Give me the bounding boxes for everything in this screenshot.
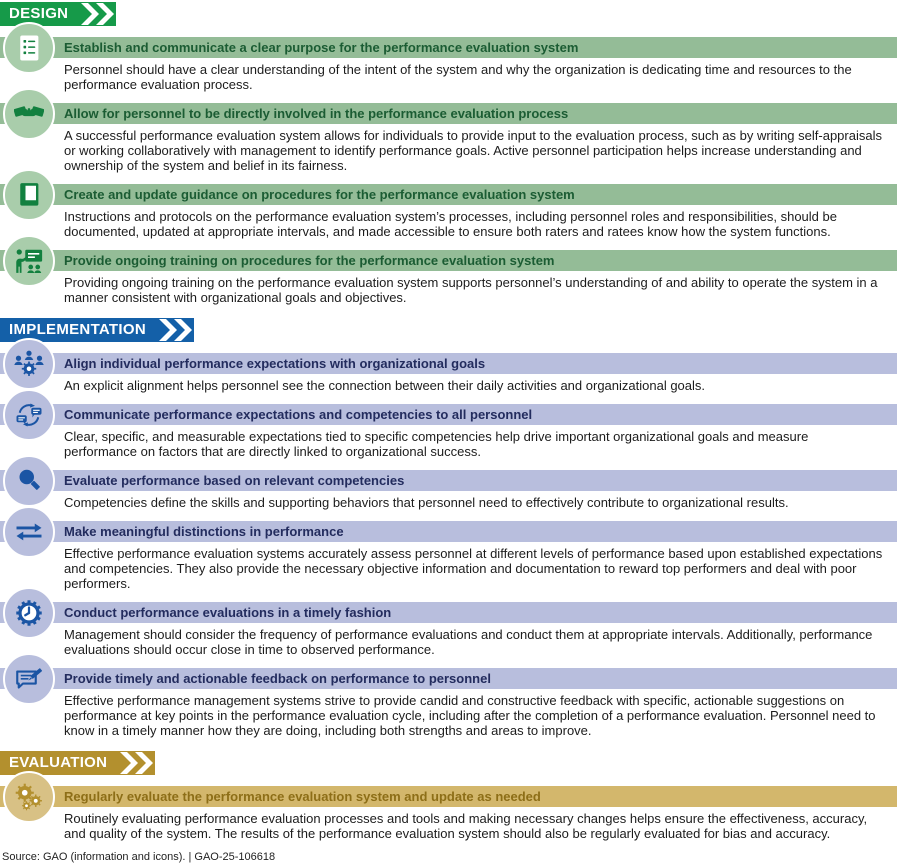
item-header-bar <box>0 250 897 271</box>
section-design <box>0 2 900 305</box>
item-header-bar <box>0 521 897 542</box>
item-body: Effective performance evaluation systems accurately assess personnel at different levels of performance based upon established expectations and competencies. They also provide the necessary objective information and documentation to reward top performers and deal with poor performers. <box>64 546 883 591</box>
item-header-bar <box>0 602 897 623</box>
item-header-bar <box>0 404 897 425</box>
evaluation-banner-label: EVALUATION <box>9 754 108 771</box>
item-body: Instructions and protocols on the performance evaluation system’s processes, including personnel roles and responsibilities, should be documented, updated at appropriate intervals, and made accessible to ensure both raters and ratees know how the system functions. <box>64 209 837 239</box>
item-header-bar <box>0 37 897 58</box>
design-item <box>0 184 900 239</box>
feedback-pencil-icon <box>3 653 55 705</box>
gears-icon <box>3 771 55 823</box>
infographic <box>0 2 900 866</box>
section-implementation <box>0 318 900 738</box>
item-body: Clear, specific, and measurable expectations tied to specific competencies help drive important organizational goals and measure performance on factors that are directly linked to organizational success. <box>64 429 809 459</box>
item-body: Personnel should have a clear understanding of the intent of the system and why the organization is dedicating time and resources to the performance evaluation process. <box>64 62 852 92</box>
chevron-right-icon <box>80 3 114 25</box>
item-header-bar <box>0 103 897 124</box>
item-header: Evaluate performance based on relevant competencies <box>64 473 405 488</box>
item-body: Competencies define the skills and supporting behaviors that personnel need to effectively contribute to organizational results. <box>64 495 789 510</box>
implementation-item <box>0 470 900 510</box>
people-gear-icon <box>3 338 55 390</box>
item-header-bar <box>0 470 897 491</box>
item-header: Allow for personnel to be directly involved in the performance evaluation process <box>64 106 569 121</box>
item-header: Provide ongoing training on procedures for the performance evaluation system <box>64 253 555 268</box>
design-item <box>0 103 900 173</box>
item-header-bar <box>0 786 897 807</box>
item-header: Communicate performance expectations and competencies to all personnel <box>64 407 533 422</box>
item-header: Align individual performance expectations with organizational goals <box>64 356 486 371</box>
design-item <box>0 250 900 305</box>
item-header: Make meaningful distinctions in performance <box>64 524 344 539</box>
training-presentation-icon <box>3 235 55 287</box>
magnifier-icon <box>3 455 55 507</box>
item-header-bar <box>0 353 897 374</box>
implementation-item <box>0 668 900 738</box>
evaluation-item <box>0 786 900 841</box>
item-body: Routinely evaluating performance evaluation processes and tools and making necessary changes helps ensure the effectiveness, accuracy, and quality of the system. The results of the performance evaluation system should also be regularly evaluated for bias and accuracy. <box>64 811 868 841</box>
clock-icon <box>3 587 55 639</box>
speech-bubbles-sync-icon <box>3 389 55 441</box>
chevron-right-icon <box>119 752 153 774</box>
source-line: Source: GAO (information and icons). | GAO-25-106618 <box>2 851 276 863</box>
book-icon <box>3 169 55 221</box>
sections <box>0 2 900 841</box>
item-header: Establish and communicate a clear purpose for the performance evaluation system <box>64 40 579 55</box>
item-body: Management should consider the frequency of performance evaluations and conduct them at appropriate intervals. Additionally, performance evaluations should occur close in time to observed performance. <box>64 627 873 657</box>
item-body: An explicit alignment helps personnel see the connection between their daily activities and organizational goals. <box>64 378 706 393</box>
item-header-bar <box>0 184 897 205</box>
item-header: Regularly evaluate the performance evaluation system and update as needed <box>64 789 541 804</box>
checklist-icon <box>3 22 55 74</box>
two-way-arrows-icon <box>3 506 55 558</box>
design-item <box>0 37 900 92</box>
implementation-item <box>0 602 900 657</box>
item-header: Conduct performance evaluations in a timely fashion <box>64 605 392 620</box>
implementation-item <box>0 521 900 591</box>
item-header: Provide timely and actionable feedback on performance to personnel <box>64 671 491 686</box>
item-body: A successful performance evaluation system allows for individuals to provide input to the evaluation process, such as by writing self-appraisals or working collaboratively with management to identify performance goals. Active personnel participation helps increase understanding and ownership of the system and belief in its fairness. <box>64 128 882 173</box>
implementation-item <box>0 404 900 459</box>
section-evaluation <box>0 751 900 841</box>
design-banner <box>0 2 116 26</box>
item-body: Providing ongoing training on the performance evaluation system supports personnel’s understanding of and ability to operate the system in a manner consistent with organizational goals and objectives. <box>64 275 878 305</box>
implementation-item <box>0 353 900 393</box>
handshake-icon <box>3 88 55 140</box>
item-header: Create and update guidance on procedures for the performance evaluation system <box>64 187 575 202</box>
design-banner-label: DESIGN <box>9 5 69 22</box>
item-header-bar <box>0 668 897 689</box>
implementation-banner-label: IMPLEMENTATION <box>9 321 146 338</box>
chevron-right-icon <box>158 319 192 341</box>
item-body: Effective performance management systems strive to provide candid and constructive feedback with specific, actionable suggestions on performance at key points in the performance evaluation cycle, including after the completion of a performance evaluation. Personnel need to know in a timely manner how they are doing, including both strengths and areas to improve. <box>64 693 876 738</box>
